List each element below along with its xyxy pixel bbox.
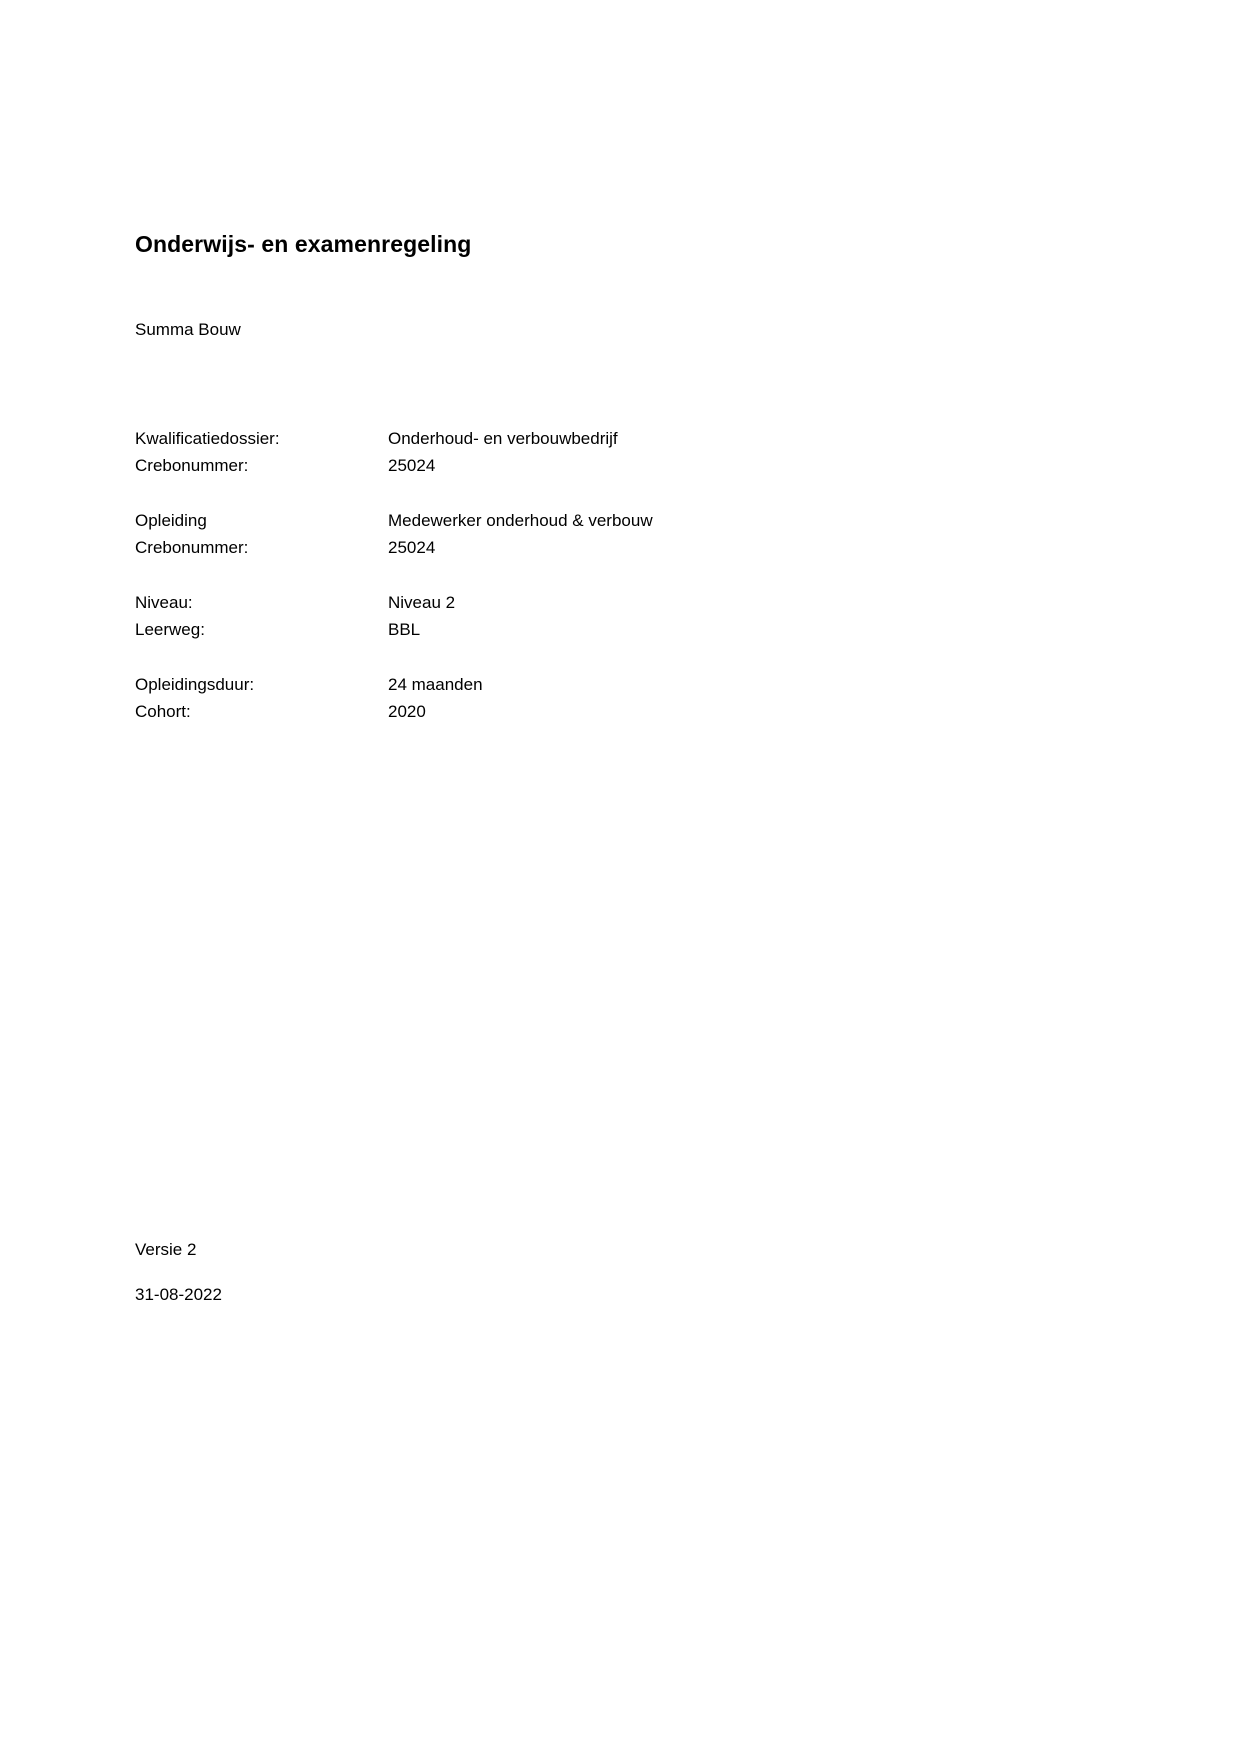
metadata-label: Crebonummer: <box>135 538 249 557</box>
metadata-row <box>135 616 835 643</box>
metadata-group <box>135 671 835 725</box>
metadata-label: Kwalificatiedossier: <box>135 429 280 448</box>
metadata-group <box>135 589 835 643</box>
metadata-label: Opleidingsduur: <box>135 675 255 694</box>
metadata-value: 25024 <box>388 456 436 475</box>
organization-name: Summa Bouw <box>135 320 241 339</box>
metadata-group <box>135 425 835 479</box>
metadata-row <box>135 425 835 452</box>
metadata-row <box>135 507 835 534</box>
document-date: 31-08-2022 <box>135 1285 222 1304</box>
metadata-value: Onderhoud- en verbouwbedrijf <box>388 429 618 448</box>
metadata-block <box>135 425 835 753</box>
metadata-label: Leerweg: <box>135 620 205 639</box>
metadata-label: Cohort: <box>135 702 191 721</box>
metadata-value: Niveau 2 <box>388 593 456 612</box>
metadata-row <box>135 534 835 561</box>
metadata-value: BBL <box>388 620 421 639</box>
document-version: Versie 2 <box>135 1240 197 1259</box>
metadata-value: 25024 <box>388 538 436 557</box>
page-title: Onderwijs- en examenregeling <box>135 231 472 258</box>
metadata-row <box>135 589 835 616</box>
metadata-group <box>135 507 835 561</box>
metadata-label: Opleiding <box>135 511 207 530</box>
metadata-row <box>135 698 835 725</box>
metadata-value: 2020 <box>388 702 426 721</box>
metadata-value: 24 maanden <box>388 675 483 694</box>
metadata-value: Medewerker onderhoud & verbouw <box>388 511 653 530</box>
metadata-row <box>135 671 835 698</box>
metadata-row <box>135 452 835 479</box>
metadata-label: Crebonummer: <box>135 456 249 475</box>
metadata-label: Niveau: <box>135 593 193 612</box>
